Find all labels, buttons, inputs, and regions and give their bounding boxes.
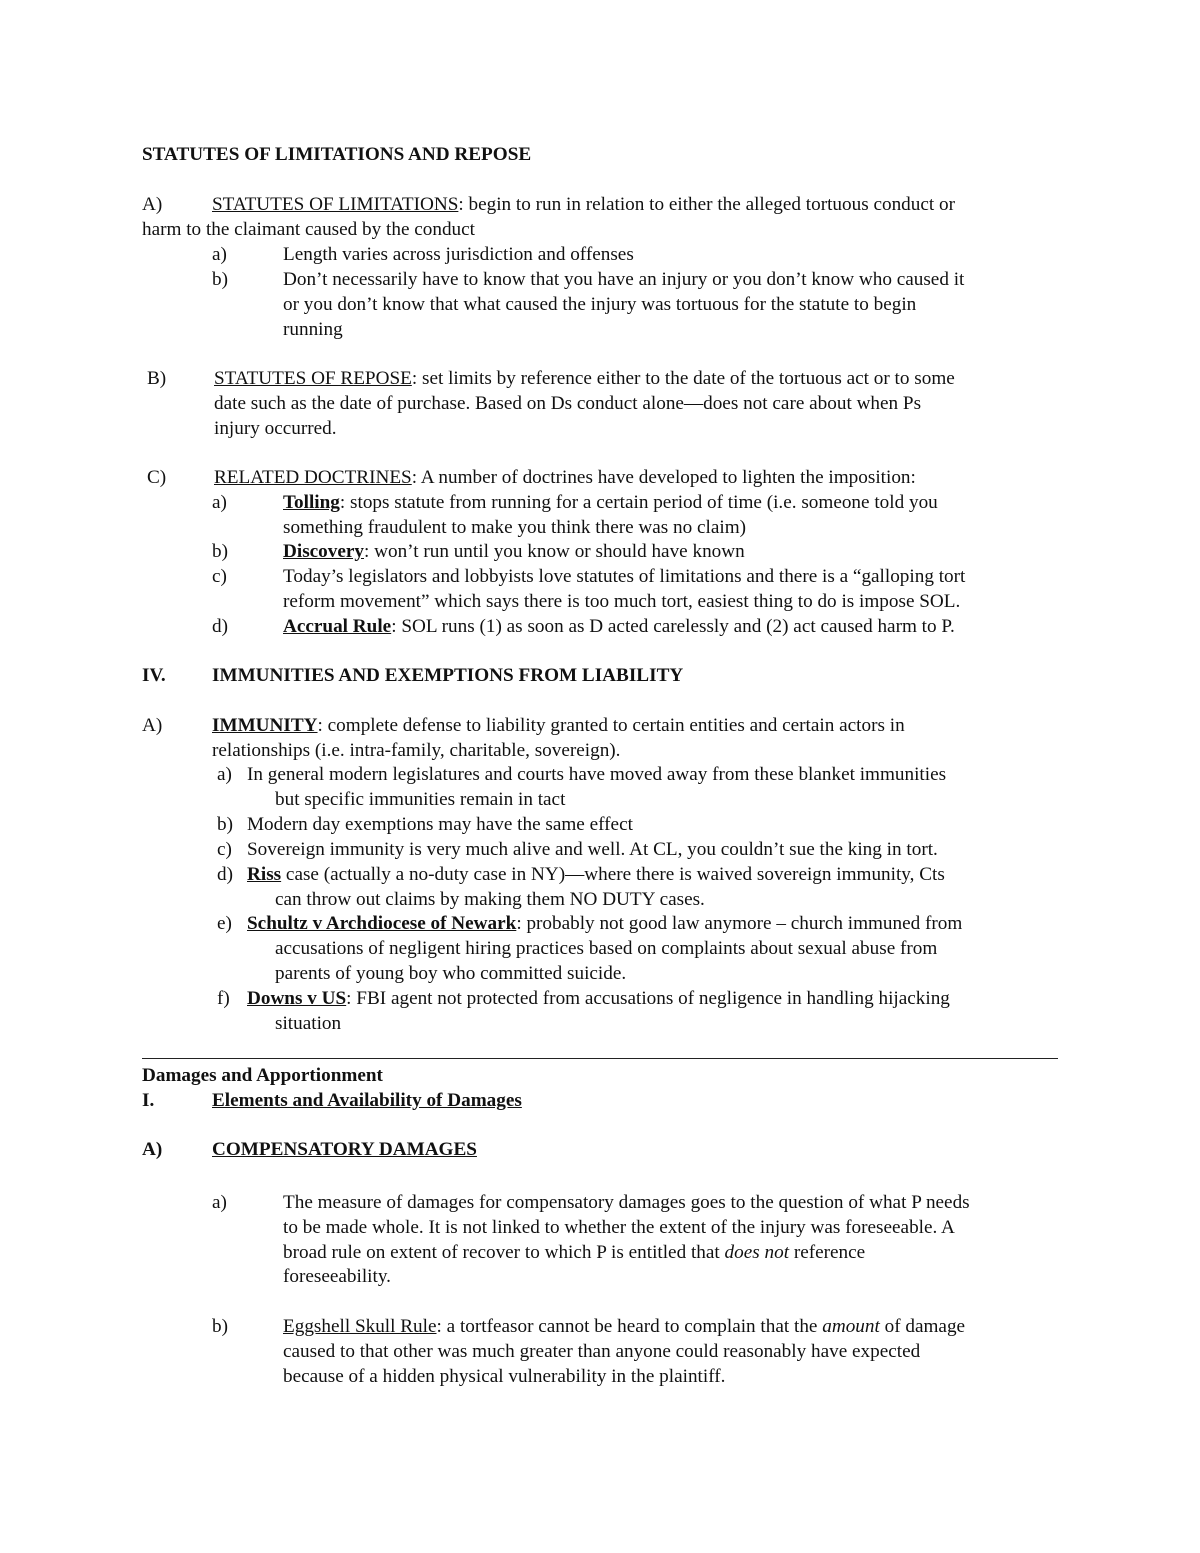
list-item-eggshell <box>283 1314 965 1339</box>
list-marker: b) <box>217 814 233 835</box>
list-item-text: Modern day exemptions may have the same effect <box>247 814 633 835</box>
list-marker: b) <box>212 269 228 290</box>
list-marker: A) <box>142 194 163 215</box>
sol-b-line-2: date such as the date of purchase. Based on Ds conduct alone—does not care about when Ps <box>214 393 922 414</box>
list-item-text: can throw out claims by making them NO DUTY cases. <box>275 889 705 910</box>
list-marker: B) <box>147 368 167 389</box>
term-eggshell-skull-rule: Eggshell Skull Rule <box>283 1316 437 1337</box>
list-marker: b) <box>212 541 228 562</box>
list-marker: C) <box>147 467 167 488</box>
sol-b-line-1 <box>214 366 955 391</box>
sol-a-line-1 <box>212 192 955 217</box>
section-marker: I. <box>142 1090 155 1111</box>
emphasis-does-not: does not <box>724 1242 790 1263</box>
text: : won’t run until you know or should have known <box>364 541 745 562</box>
section-marker: IV. <box>142 665 166 686</box>
list-item-text: Sovereign immunity is very much alive and well. At CL, you couldn’t sue the king in tort. <box>247 839 938 860</box>
list-item-text: The measure of damages for compensatory damages goes to the question of what P needs <box>283 1192 970 1213</box>
sol-b-line-3: injury occurred. <box>214 418 337 439</box>
term-immunity: IMMUNITY <box>212 715 318 736</box>
list-item-text: caused to that other was much greater than anyone could reasonably have expected <box>283 1341 921 1362</box>
list-marker: f) <box>217 988 230 1009</box>
list-item-schultz <box>247 911 962 936</box>
list-marker: d) <box>212 616 228 637</box>
list-item-text: Today’s legislators and lobbyists love statutes of limitations and there is a “galloping tort <box>283 566 966 587</box>
term-related-doctrines: RELATED DOCTRINES <box>214 467 412 488</box>
text: : probably not good law anymore – church immuned from <box>516 913 963 934</box>
list-marker: a) <box>212 1192 227 1213</box>
sol-c-line-1 <box>214 465 916 490</box>
list-item-text: Don’t necessarily have to know that you have an injury or you don’t know who caused it <box>283 269 965 290</box>
list-item-accrual <box>283 614 955 639</box>
text: case (actually a no-duty case in NY)—where there is waived sovereign immunity, Cts <box>281 864 945 885</box>
term-compensatory-damages: COMPENSATORY DAMAGES <box>212 1139 477 1160</box>
immunity-line-2: relationships (i.e. intra-family, charitable, sovereign). <box>212 740 621 761</box>
list-item-text: parents of young boy who committed suicide. <box>275 963 627 984</box>
list-item-text <box>283 1240 865 1265</box>
list-item-text: In general modern legislatures and courts have moved away from these blanket immunities <box>247 764 947 785</box>
list-marker: c) <box>212 566 227 587</box>
section-title-sol: STATUTES OF LIMITATIONS AND REPOSE <box>142 144 532 165</box>
list-marker: d) <box>217 864 233 885</box>
list-item-text: situation <box>275 1013 342 1034</box>
horizontal-divider <box>142 1058 1058 1059</box>
list-item-riss <box>247 862 945 887</box>
list-marker: a) <box>212 492 227 513</box>
text: : SOL runs (1) as soon as D acted carelessly and (2) act caused harm to P. <box>391 616 955 637</box>
list-item-text: to be made whole. It is not linked to whether the extent of the injury was foreseeable. A <box>283 1217 955 1238</box>
text: : A number of doctrines have developed to lighten the imposition: <box>411 467 916 488</box>
text: : stops statute from running for a certain period of time (i.e. someone told you <box>339 492 938 513</box>
term-statutes-of-limitations: STATUTES OF LIMITATIONS <box>212 194 459 215</box>
term-statutes-of-repose: STATUTES OF REPOSE <box>214 368 412 389</box>
list-marker: A) <box>142 715 163 736</box>
text: : set limits by reference either to the date of the tortuous act or to some <box>411 368 955 389</box>
text: : FBI agent not protected from accusations of negligence in handling hijacking <box>346 988 950 1009</box>
term-riss: Riss <box>247 864 282 885</box>
term-discovery: Discovery <box>283 541 364 562</box>
section-title-damages: Damages and Apportionment <box>142 1065 383 1086</box>
list-marker: e) <box>217 913 232 934</box>
term-downs-v-us: Downs v US <box>247 988 347 1009</box>
list-item-text: something fraudulent to make you think there was no claim) <box>283 517 747 538</box>
sol-a-line-2: harm to the claimant caused by the conduct <box>142 219 475 240</box>
list-marker: a) <box>217 764 232 785</box>
term-tolling: Tolling <box>283 492 340 513</box>
list-marker: a) <box>212 244 227 265</box>
section-title-elements: Elements and Availability of Damages <box>212 1090 522 1111</box>
list-item-tolling <box>283 490 938 515</box>
list-item-text: reform movement” which says there is too much tort, easiest thing to do is impose SOL. <box>283 591 961 612</box>
list-item-text: because of a hidden physical vulnerability in the plaintiff. <box>283 1366 726 1387</box>
term-accrual-rule: Accrual Rule <box>283 616 392 637</box>
list-item-text: Length varies across jurisdiction and offenses <box>283 244 634 265</box>
emphasis-amount: amount <box>822 1316 880 1337</box>
text: : a tortfeasor cannot be heard to complain that the <box>436 1316 823 1337</box>
text: reference <box>789 1242 866 1263</box>
text: : begin to run in relation to either the alleged tortuous conduct or <box>458 194 955 215</box>
list-item-discovery <box>283 539 745 564</box>
list-item-text: accusations of negligent hiring practices based on complaints about sexual abuse from <box>275 938 938 959</box>
list-item-downs <box>247 986 950 1011</box>
list-marker: b) <box>212 1316 228 1337</box>
list-marker: c) <box>217 839 232 860</box>
list-marker: A) <box>142 1139 163 1160</box>
immunity-line-1 <box>212 713 905 738</box>
text: of damage <box>879 1316 966 1337</box>
term-schultz: Schultz v Archdiocese of Newark <box>247 913 517 934</box>
list-item-text: foreseeability. <box>283 1266 391 1287</box>
list-item-text: running <box>283 319 343 340</box>
list-item-text: or you don’t know that what caused the injury was tortuous for the statute to begin <box>283 294 917 315</box>
text: : complete defense to liability granted to certain entities and certain actors in <box>317 715 905 736</box>
text: broad rule on extent of recover to which P is entitled that <box>283 1242 725 1263</box>
list-item-text: but specific immunities remain in tact <box>275 789 566 810</box>
section-title-immunities: IMMUNITIES AND EXEMPTIONS FROM LIABILITY <box>212 665 684 686</box>
